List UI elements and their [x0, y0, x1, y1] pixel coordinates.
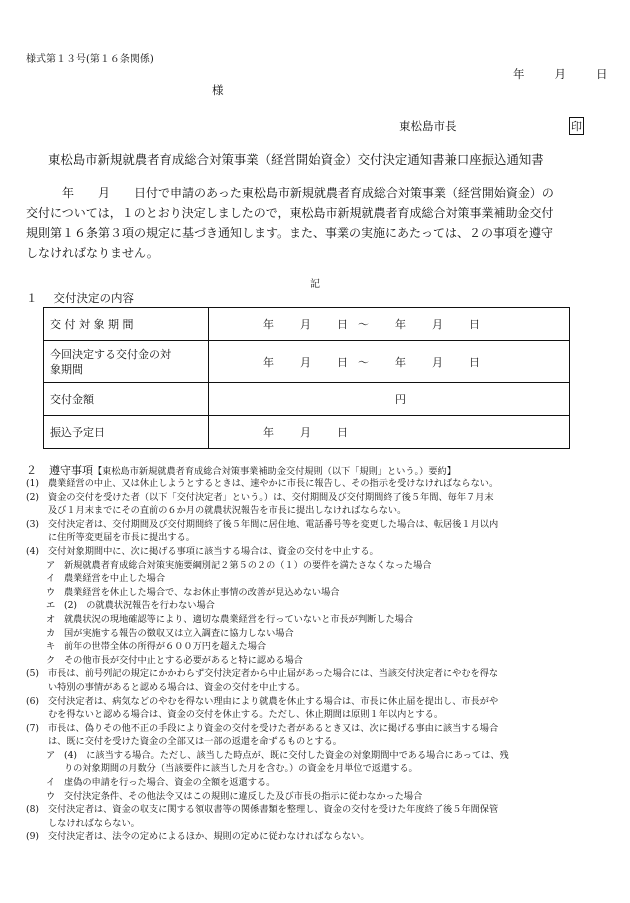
cell-year: 年 — [395, 318, 406, 331]
item-text: は、既に交付を受けた資金の全部又は一部の返還を命ずるものとする。 — [48, 736, 342, 748]
table-row — [44, 416, 570, 449]
item-text: むを得ないと認める場合は、資金の交付を休止する。ただし、休止期間は原則１年以内とする。 — [48, 709, 444, 721]
item-number: (8) — [26, 804, 40, 816]
table-row — [44, 308, 570, 341]
item-text: 資金の交付を受けた者（以下「交付決定者」という。）は、交付期間及び交付期間終了後５年間、毎年７月末 — [48, 491, 494, 503]
sub-text: 農業経営を休止した場合で、なお休止事情の改善が見込めない場合 — [64, 586, 340, 598]
sub-mark: カ — [46, 627, 56, 639]
ki-mark: 記 — [310, 279, 320, 290]
section2-number: ２ — [26, 464, 37, 477]
sub-item — [26, 749, 509, 763]
addressee-suffix: 様 — [212, 83, 224, 97]
row-value-current-period — [209, 341, 570, 383]
sub-text: (2) の就農状況報告を行わない場合 — [64, 600, 215, 612]
row-label-period: 交 付 対 象 期 間 — [44, 308, 209, 341]
sub-item — [26, 654, 509, 668]
date-month: 月 — [554, 67, 566, 81]
intro-line-1: 年 月 日付で申請のあった東松島市新規就農者育成総合対策事業（経営開始資金）の — [62, 186, 554, 200]
list-item-continuation — [26, 681, 509, 695]
cell-month: 月 — [300, 318, 311, 331]
item-text: 及び１月末までにその直前の６か月の就農状況報告を市長に提出しなければならない。 — [48, 505, 407, 517]
list-item-continuation — [26, 817, 509, 831]
cell-tilde: ～ — [358, 318, 369, 331]
item-number: (3) — [26, 518, 40, 530]
intro-line-4: しなければなりません。 — [26, 246, 159, 260]
cell-tilde: ～ — [358, 355, 369, 369]
sub-mark: ア — [46, 559, 56, 571]
cell-month: 月 — [432, 318, 443, 331]
item-text: しなければならない。 — [48, 817, 140, 829]
list-item — [26, 545, 509, 559]
row-label-current-period — [44, 341, 209, 383]
item-number: (7) — [26, 722, 40, 734]
cell-day: 日 — [469, 318, 480, 331]
section2-heading — [26, 462, 456, 478]
list-item — [26, 830, 509, 844]
list-item — [26, 695, 509, 709]
intro-line-3: 規則第１６条第３項の規定に基づき通知します。また、事業の実施にあたっては、２の事項を遵守 — [26, 226, 554, 240]
row-value-amount — [209, 383, 570, 416]
sub-text: 新規就農者育成総合対策実施要綱別記２第５の２の（１）の要件を満たさなくなった場合 — [64, 559, 432, 571]
sub-text: りの対象期間の月数分（当該要件に該当した月を含む。）の資金を月単位で返還する。 — [64, 763, 418, 775]
sub-mark: ク — [46, 654, 56, 666]
intro-line-2: 交付については，１のとおり決定しましたので，東松島市新規就農者育成総合対策事業補助金交付 — [26, 206, 554, 220]
cell-month: 月 — [300, 426, 311, 439]
table-row — [44, 341, 570, 383]
cell-year: 年 — [395, 355, 406, 369]
sub-text: (4) に該当する場合。ただし、該当した時点が、既に交付した資金の対象期間中である場合にあっては、残 — [64, 749, 509, 761]
list-item — [26, 667, 509, 681]
list-item — [26, 491, 509, 505]
sub-mark: ア — [46, 749, 56, 761]
list-item-continuation — [26, 531, 509, 545]
section2-subheading: 【東松島市新規就農者育成総合対策事業補助金交付規則（以下「規則」という。）要約】 — [93, 466, 456, 477]
sub-item — [26, 613, 509, 627]
intro-paragraph — [26, 183, 608, 263]
item-text: に住所等変更届を市長に提出する。 — [48, 532, 195, 544]
cell-day: 日 — [337, 355, 348, 369]
cell-year: 年 — [263, 355, 274, 369]
sub-mark: イ — [46, 573, 56, 585]
seal-mark: 印 — [569, 117, 584, 135]
compliance-list-a — [26, 477, 509, 844]
sub-item — [26, 627, 509, 641]
list-item — [26, 803, 509, 817]
list-item — [26, 518, 509, 532]
row-value-transfer-date — [209, 416, 570, 449]
section1-heading — [26, 290, 134, 306]
grant-decision-table — [43, 307, 570, 449]
row-label-line: 象期間 — [50, 362, 83, 376]
sub-text: 前年の世帯全体の所得が６００万円を超えた場合 — [64, 641, 267, 653]
list-item-continuation — [26, 708, 509, 722]
cell-month: 月 — [300, 355, 311, 369]
list-item — [26, 722, 509, 736]
list-item-continuation — [26, 735, 509, 749]
item-number: (2) — [26, 491, 40, 503]
row-label-transfer-date: 振込予定日 — [44, 416, 209, 449]
cell-day: 日 — [337, 318, 348, 331]
cell-day: 日 — [337, 426, 348, 439]
sub-item — [26, 599, 509, 613]
sub-text: 虚偽の申請を行った場合、資金の全額を返還する。 — [64, 777, 276, 789]
sub-mark: イ — [46, 777, 56, 789]
list-item — [26, 477, 509, 491]
cell-year: 年 — [263, 426, 274, 439]
cell-year: 年 — [263, 318, 274, 331]
sub-text: 交付決定条件、その他法令又はこの規則に違反した及び市長の指示に従わなかった場合 — [64, 790, 423, 802]
row-value-period — [209, 308, 570, 341]
sub-item — [26, 640, 509, 654]
sub-item — [26, 572, 509, 586]
item-number: (6) — [26, 695, 40, 707]
row-label-amount: 交付金額 — [44, 383, 209, 416]
sub-text: 国が実施する報告の徴収又は立入調査に協力しない場合 — [64, 627, 294, 639]
sub-text: 農業経営を中止した場合 — [64, 573, 166, 585]
item-text: 交付決定者は、資金の収支に関する領収書等の関係書類を整理し、資金の交付を受けた年度終了後５年間保管 — [48, 804, 499, 816]
item-text: 交付対象期間中に、次に掲げる事項に該当する場合は、資金の交付を中止する。 — [48, 545, 379, 557]
date-line — [513, 66, 608, 82]
cell-day: 日 — [469, 355, 480, 369]
issuer: 東松島市長 — [399, 119, 457, 133]
item-text: 市長は、前号列記の規定にかかわらず交付決定者から中止届があった場合には、当該交付決定者にやむを得な — [48, 668, 499, 680]
item-number: (4) — [26, 545, 40, 557]
sub-item-continuation — [26, 762, 509, 776]
row-label-line: 今回決定する交付金の対 — [50, 347, 171, 361]
cell-month: 月 — [432, 355, 443, 369]
form-number: 様式第１３号(第１６条関係) — [26, 54, 154, 65]
sub-item — [26, 776, 509, 790]
table-row — [44, 383, 570, 416]
item-text: 交付決定者は、病気などのやむを得ない理由により就農を休止する場合は、市長に休止届を提出し、市長がや — [48, 695, 499, 707]
sub-item — [26, 790, 509, 804]
item-text: 交付決定者は、法令の定めによるほか、規則の定めに従わなければならない。 — [48, 831, 370, 843]
item-text: 農業経営の中止、又は休止しようとするときは、速やかに市長に報告し、その指示を受けなければならない。 — [48, 478, 499, 489]
item-number: (5) — [26, 668, 40, 680]
item-number: (1) — [26, 478, 40, 489]
date-day: 日 — [596, 67, 608, 81]
item-text: 市長は、偽りその他不正の手段により資金の交付を受けた者があるとき又は、次に掲げる事由に該当する場合 — [48, 722, 499, 734]
item-text: 交付決定者は、交付期間及び交付期間終了後５年間に居住地、電話番号等を変更した場合は、転居後１月以内 — [48, 518, 499, 530]
sub-mark: ウ — [46, 586, 56, 598]
sub-item — [26, 586, 509, 600]
list-item-continuation — [26, 504, 509, 518]
sub-mark: ウ — [46, 790, 56, 802]
section2-title: 遵守事項 — [49, 464, 93, 477]
document-title: 東松島市新規就農者育成総合対策事業（経営開始資金）交付決定通知書兼口座振込通知書 — [48, 152, 544, 167]
sub-text: 就農状況の現地確認等により、適切な農業経営を行っていないと市長が判断した場合 — [64, 613, 414, 625]
sub-mark: エ — [46, 600, 56, 612]
item-text: い特別の事情があると認める場合は、資金の交付を中止する。 — [48, 681, 306, 693]
section1-title: 交付決定の内容 — [53, 291, 134, 305]
section1-number: １ — [26, 291, 38, 305]
cell-yen: 円 — [395, 393, 406, 406]
sub-item — [26, 559, 509, 573]
item-number: (9) — [26, 831, 40, 843]
sub-mark: オ — [46, 613, 56, 625]
sub-mark: キ — [46, 641, 56, 653]
sub-text: その他市長が交付中止とする必要があると特に認める場合 — [64, 654, 303, 666]
date-year: 年 — [513, 67, 525, 81]
